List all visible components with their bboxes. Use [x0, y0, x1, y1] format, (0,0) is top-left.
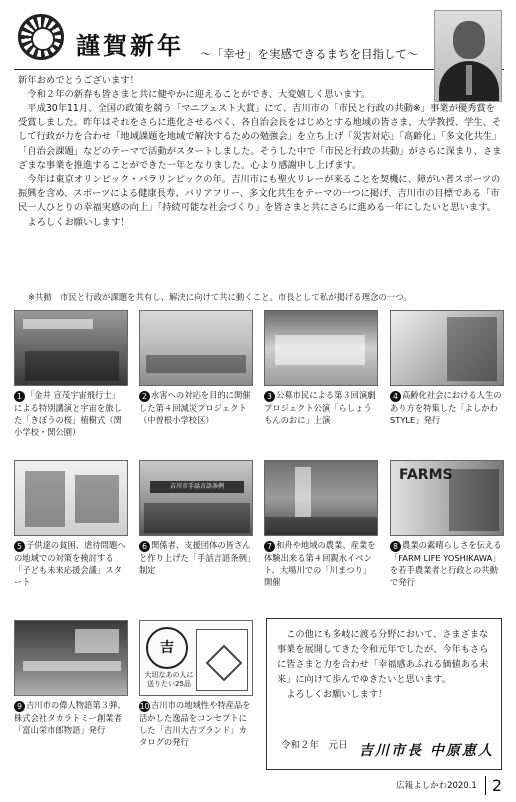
photo-item-5 — [14, 460, 128, 588]
photo-image — [139, 310, 253, 386]
greeting-body — [18, 102, 502, 230]
photo-number: 3 — [264, 391, 275, 402]
footnote: ※共動 市民と行政が課題を共有し、解決に向けて共に動くこと。市長として私が掲げる理念の一つ。 — [28, 292, 412, 302]
page-footer — [396, 776, 502, 795]
photo-number: 9 — [14, 701, 25, 712]
photo-number: 8 — [390, 541, 401, 552]
photo-caption: 和舟や地域の農業、産業を体験出来る第４回親水イベント、大場川での「川まつり」開催 — [264, 540, 376, 587]
photo-item-9 — [14, 620, 128, 736]
closing-message — [266, 618, 502, 770]
photo-image — [264, 310, 378, 386]
photo-number: 4 — [390, 391, 401, 402]
photo-image — [139, 620, 253, 696]
photo-number: 5 — [14, 541, 25, 552]
photo-image — [14, 460, 128, 536]
page-header — [14, 8, 504, 70]
photo-image — [139, 460, 253, 536]
mayor-portrait — [434, 10, 502, 102]
photo-caption: 高齢化社会における人生のあり方を特集した「よしかわSTYLE」発行 — [390, 390, 502, 425]
greeting-p3: 平成30年11月、全国の政策を競う「マニフェスト大賞」にて、吉川市の「市民と行政の共動※」事業が優秀賞を受賞しました。昨年はそれをさらに進化させるべく、各自治会長をはじめとする地域の皆さま、大学教授、学生、そして行政が力を合わせ「地域課題を地域で解決するための勉強会」を立ち上げ「災害対応」「高齢化」「多文化共生」「自治会課題」などのテーマで活動がスタートしました。そうした中で「市民と行政の共動」がさらに深まり、さまざまな事業を推進することができた一年となりました。心より感謝申し上げます。 — [18, 103, 502, 171]
photo-image — [390, 310, 504, 386]
photo-caption: 公募市民による第３回演劇プロジェクト公演「らしょうもんのおに」上演 — [264, 390, 376, 425]
photo-item-10 — [139, 620, 253, 748]
photo-image — [14, 620, 128, 696]
closing-p1: この他にも多岐に渡る分野において、さまざまな事業を展開してきた令和元年でしたが、今年もさらに皆さまと力を合わせ「幸福感あふれる価値ある未来」に向けて歩んでゆきたいと思います。 — [277, 629, 489, 685]
page-number: 2 — [485, 776, 502, 795]
photo-image — [264, 460, 378, 536]
photo-caption: 子供達の貧困、虐待問題への地域での対策を検討する「子ども未来応援会議」スタート — [14, 540, 126, 587]
city-crest-icon — [18, 14, 64, 60]
closing-p2: よろしくお願いします！ — [286, 689, 388, 700]
photo-caption: 農業の素晴らしさを伝える「FARM LIFE YOSHIKAWA」を若手農業者と行政との共動で発行 — [390, 540, 502, 587]
photo-item-7 — [264, 460, 378, 588]
photo-number: 2 — [139, 391, 150, 402]
photo-caption: 吉川市の地域性や特産品を活かした逸品をコンセプトにした「吉川大吉ブランド」カタログの発行 — [139, 700, 251, 747]
greeting-p4: 今年は東京オリンピック・パラリンピックの年。吉川市にも聖火リレーが来ることを契機に、障がい者スポーツの振興を含め、スポーツによる健康長寿、バリアフリー、多文化共生をテーマの一つに掲げ、吉川市の目標である「市民一人ひとりの幸福実感の向上」「持続可能な社会づくり」を皆さまと共にさらに進める一年にしたいと思います。 — [18, 174, 501, 214]
greeting-text — [18, 74, 414, 102]
photo-number: 7 — [264, 541, 275, 552]
brand-logo: 吉 — [146, 627, 188, 669]
greeting-p2: 令和２年の新春も皆さまと共に健やかに迎えることができ、大変嬉しく思います。 — [27, 89, 371, 101]
photo-banner-text: 吉川市手話言語条例 — [150, 481, 244, 493]
photo-item-2 — [139, 310, 253, 426]
photo-caption: 水害への対応を目的に開催した第４回減災プロジェクト（中曽根小学校区） — [139, 390, 251, 425]
catalog-cover — [196, 629, 248, 691]
farms-magazine-title: FARMS — [399, 467, 453, 483]
photo-caption: 関係者、支援団体の皆さんと作り上げた「手話言語条例」制定 — [139, 540, 252, 575]
photo-number: 1 — [14, 391, 25, 402]
mayor-signature: 吉川市長 中原恵人 — [359, 743, 494, 759]
photo-item-4 — [390, 310, 504, 426]
page-subtitle: 〜「幸せ」を実感できるまちを目指して〜 — [200, 47, 419, 61]
photo-item-3 — [264, 310, 378, 426]
greeting-p1: 新年おめでとうございます！ — [18, 75, 139, 86]
photo-item-8 — [390, 460, 504, 588]
photo-item-6 — [139, 460, 253, 576]
brand-note: 大切なあの人に送りたい25品 — [144, 671, 194, 688]
page-title: 謹賀新年 — [76, 31, 184, 60]
photo-number: 6 — [139, 541, 150, 552]
photo-caption: 吉川市の偉人物語第３弾、株式会社タカラトミー創業者「富山栄市郎物語」発行 — [14, 700, 126, 735]
photo-caption: 「金井 宣茂宇宙飛行士」による特別講演と宇宙を旅した「きぼうの桜」植樹式（関小学校・関公園） — [14, 390, 122, 437]
publication-name: 広報よしかわ2020.1 — [396, 781, 477, 791]
closing-date: 令和２年 元日 — [281, 740, 348, 751]
photo-item-1 — [14, 310, 128, 438]
photo-number: 10 — [139, 702, 150, 711]
photo-image — [390, 460, 504, 536]
greeting-p5: よろしくお願いします！ — [27, 216, 130, 228]
photo-image — [14, 310, 128, 386]
